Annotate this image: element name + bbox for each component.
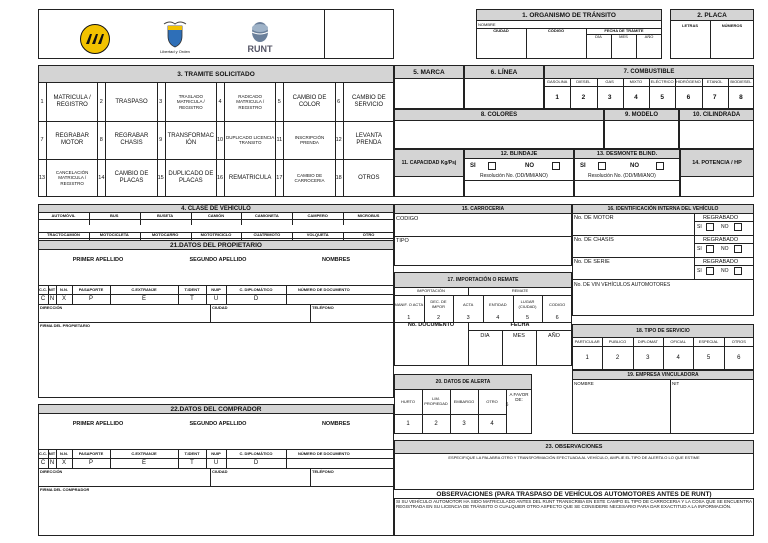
- regrabado-si-checkbox[interactable]: [706, 223, 714, 231]
- placa-letras-label: LETRAS: [682, 22, 698, 28]
- ident-motor-label: No. DE MOTOR: [574, 214, 614, 221]
- observaciones-title: 23. OBSERVACIONES: [394, 440, 754, 454]
- servicio-option-label: DIPLOMAT: [637, 338, 658, 344]
- comprador-ciudad-label: CIUDAD: [212, 468, 228, 474]
- comprador-firma-label: FIRMA DEL COMPRADOR: [40, 486, 90, 492]
- regrabado-no-checkbox[interactable]: [734, 223, 742, 231]
- regrabado-no-checkbox[interactable]: [734, 245, 742, 253]
- divider: [536, 330, 537, 366]
- divider: [97, 83, 98, 121]
- desmonte-no-checkbox[interactable]: [656, 162, 664, 170]
- import-col-num[interactable]: 5: [525, 315, 530, 322]
- comprador-doc-code[interactable]: U: [213, 459, 219, 466]
- tramite-option-label[interactable]: TRASPASO: [115, 98, 148, 105]
- carroceria-tipo-label: TIPO: [396, 238, 409, 244]
- alerta-favor-label: A FAVOR DE:: [509, 391, 529, 402]
- blindaje-no-label: NO: [525, 163, 534, 169]
- observaciones-input[interactable]: [394, 462, 754, 490]
- comprador-doc-code[interactable]: P: [88, 459, 93, 466]
- marca-title: 5. MARCA: [394, 65, 464, 79]
- import-dia: DIA: [480, 332, 490, 339]
- comprador-doc-code[interactable]: D: [253, 459, 259, 466]
- alerta-col-num[interactable]: 4: [490, 420, 494, 427]
- clase-option-label[interactable]: TRACTOCAMIÓN: [47, 232, 80, 237]
- divider: [694, 214, 695, 235]
- colores-title: 8. COLORES: [394, 109, 604, 121]
- clase-option-label[interactable]: CAMIÓN: [207, 213, 225, 218]
- propietario-direccion-label: DIRECCIÓN: [40, 304, 63, 310]
- empresa-nombre-label: NOMBRE: [574, 380, 594, 386]
- divider: [694, 236, 695, 257]
- propietario-doc-code[interactable]: X: [61, 295, 66, 302]
- divider: [310, 304, 311, 322]
- combustible-option-num[interactable]: 3: [607, 93, 612, 101]
- comprador-doc-code[interactable]: N: [49, 459, 55, 466]
- carroceria-codigo-label: CODIGO: [396, 216, 419, 222]
- blindaje-si-label: SI: [470, 163, 476, 169]
- comprador-num-doc: NÚMERO DE DOCUMENTO: [298, 450, 350, 456]
- import-col-num[interactable]: 1: [407, 315, 411, 322]
- propietario-doc-header: T.IDENT: [184, 286, 200, 292]
- linea-title: 6. LÍNEA: [464, 65, 544, 79]
- clase-option-label[interactable]: CAMPERO: [307, 213, 328, 218]
- comprador-doc-header: C.EXTRANJE: [131, 450, 157, 456]
- tramite-num: 13: [38, 159, 47, 197]
- tramite-option-label[interactable]: CAMBIO DE COLOR: [292, 95, 327, 108]
- blindaje-title: 12. BLINDAJE: [464, 149, 574, 159]
- comprador-doc-header: T.IDENT: [184, 450, 200, 456]
- tramite-num: 10: [216, 121, 225, 159]
- propietario-doc-header: C.C.: [39, 286, 47, 292]
- comprador-doc-header: N.N.: [60, 450, 68, 456]
- propietario-doc-code[interactable]: E: [141, 295, 146, 302]
- regrabado-label: REGRABADO: [703, 258, 739, 265]
- divider: [275, 83, 276, 121]
- tramite-num: 15: [157, 159, 166, 197]
- tramite-num: 6: [335, 83, 344, 121]
- identificacion-title: 16. IDENTIFICACIÓN INTERNA DEL VEHÍCULO: [572, 204, 754, 214]
- clase-option-label[interactable]: VOLQUETA: [306, 232, 329, 237]
- divider: [649, 79, 650, 109]
- comprador-doc-header: NIT: [48, 450, 56, 456]
- tramite-num: 14: [97, 159, 106, 197]
- combustible-title: 7. COMBUSTIBLE: [544, 65, 754, 79]
- divider: [542, 295, 543, 322]
- propietario-primer-apellido: PRIMER APELLIDO: [72, 256, 124, 263]
- potencia-title: 14. POTENCIA / HP: [680, 149, 754, 177]
- divider: [38, 458, 394, 459]
- combustible-option-num[interactable]: 7: [712, 93, 717, 101]
- combustible-option-label: BIODIESEL: [730, 79, 752, 85]
- clase-option-label[interactable]: MOTOTRICICLO: [200, 232, 232, 237]
- clase-option-label[interactable]: CAMIONETA: [254, 213, 279, 218]
- comprador-direccion-label: DIRECCIÓN: [40, 468, 63, 474]
- ministry-logo-icon: [80, 24, 110, 54]
- tramite-title: 3. TRAMITE SOLICITADO: [38, 65, 394, 83]
- cilindrada-title: 10. CILINDRADA: [679, 109, 754, 121]
- alerta-col-label: HURTO: [400, 398, 416, 404]
- blindaje-no-checkbox[interactable]: [552, 162, 560, 170]
- propietario-doc-header: N.N.: [60, 286, 68, 292]
- propietario-doc-header: NUIP: [211, 286, 221, 292]
- regrabado-si-checkbox[interactable]: [706, 267, 714, 275]
- propietario-nombres: NOMBRES: [321, 256, 351, 263]
- combustible-option-label: ETANOL: [706, 79, 723, 85]
- divider: [633, 338, 634, 370]
- combustible-option-label: GASOLINA: [546, 79, 568, 85]
- alerta-col-num[interactable]: 1: [406, 420, 410, 427]
- servicio-option-label: OFICIAL: [670, 338, 686, 344]
- propietario-doc-code[interactable]: D: [253, 295, 259, 302]
- propietario-doc-code[interactable]: T: [190, 295, 194, 302]
- divider: [157, 159, 158, 197]
- tramite-num: 5: [275, 83, 284, 121]
- comprador-nombres: NOMBRES: [321, 420, 351, 427]
- divider: [216, 159, 217, 197]
- propietario-doc-header: NIT: [48, 286, 56, 292]
- importacion-title: 17. IMPORTACIÓN O REMATE: [394, 272, 572, 288]
- combustible-option-num[interactable]: 6: [686, 93, 691, 101]
- tramite-num: 1: [38, 83, 47, 121]
- regrabado-no-label: NO: [721, 224, 729, 230]
- desmonte-title: 13. DESMONTE BLIND.: [574, 149, 680, 159]
- divider: [502, 330, 503, 366]
- divider: [597, 79, 598, 109]
- fecha-tramite-label: FECHA DE TRÁMITE: [604, 28, 644, 33]
- divider: [544, 86, 754, 87]
- organismo-nombre-label: NOMBRE: [478, 22, 496, 27]
- tramite-option-label[interactable]: LEVANTA PRENDA: [355, 133, 383, 146]
- clase-option-label[interactable]: AUTOMÓVIL: [51, 213, 76, 218]
- divider: [310, 468, 311, 486]
- comprador-doc-code[interactable]: E: [141, 459, 146, 466]
- regrabado-si-checkbox[interactable]: [706, 245, 714, 253]
- divider: [513, 295, 514, 322]
- tramite-option-label[interactable]: CANCELACIÓN MATRICULA / REGISTRO: [55, 170, 89, 186]
- empresa-nit-label: NIT: [672, 380, 680, 386]
- ident-vin-label: No. DE VIN VEHÍCULOS AUTOMOTORES: [574, 281, 671, 288]
- combustible-option-label: HIDRÓGENO: [676, 79, 701, 85]
- comprador-doc-code[interactable]: T: [190, 459, 194, 466]
- divider: [702, 79, 703, 109]
- divider: [572, 346, 754, 347]
- coat-of-arms-caption: Libertad y Orden: [160, 49, 190, 54]
- combustible-option-num[interactable]: 4: [634, 93, 638, 101]
- combustible-option-num[interactable]: 8: [739, 93, 743, 101]
- comprador-doc-code[interactable]: X: [61, 459, 66, 466]
- divider: [216, 121, 217, 159]
- divider: [468, 330, 572, 331]
- tramite-num: 12: [335, 121, 344, 159]
- divider: [38, 232, 394, 233]
- remate-label: REMATE: [511, 288, 529, 294]
- placa-numeros-label: NÚMEROS: [721, 22, 743, 28]
- runt-logo-icon: [240, 20, 280, 56]
- tramite-num: 16: [216, 159, 225, 197]
- propietario-doc-header: PASAPORTE: [78, 286, 104, 292]
- comprador-primer-apellido: PRIMER APELLIDO: [72, 420, 124, 427]
- servicio-option-num[interactable]: 6: [737, 354, 741, 361]
- divider: [38, 294, 394, 295]
- tramite-num: 17: [275, 159, 284, 197]
- fecha-ano-label: AÑO: [644, 34, 654, 39]
- propietario-doc-code[interactable]: P: [88, 295, 93, 302]
- combustible-option-label: GAS: [605, 79, 614, 85]
- alerta-favor-num[interactable]: 5: [505, 402, 509, 409]
- desmonte-resolucion: Resolución No. (DD/MM/AÑO): [588, 173, 656, 179]
- tramite-option-label[interactable]: CAMBIO DE CARROCERIA: [294, 172, 325, 183]
- servicio-option-label: PUBLICO: [608, 338, 627, 344]
- organismo-ciudad-label: CIUDAD: [493, 28, 509, 33]
- clase-option-label[interactable]: MOTOCICLETA: [99, 232, 129, 237]
- import-col-label: ENTIDAD: [489, 301, 507, 307]
- propietario-segundo-apellido: SEGUNDO APELLIDO: [189, 256, 247, 263]
- divider: [694, 265, 754, 266]
- alerta-col-num[interactable]: 3: [462, 420, 466, 427]
- propietario-firma-label: FIRMA DEL PROPIETARIO: [40, 322, 90, 328]
- comprador-telefono-label: TELÉFONO: [312, 468, 334, 474]
- blindaje-resolucion: Resolución No. (DD/MM/AÑO): [480, 173, 548, 179]
- regrabado-no-checkbox[interactable]: [734, 267, 742, 275]
- alerta-col-label: LIM. PROPIEDAD: [424, 396, 448, 406]
- regrabado-no-label: NO: [721, 268, 729, 274]
- propietario-telefono-label: TELÉFONO: [312, 304, 334, 310]
- traspaso-title: OBSERVACIONES (PARA TRASPASO DE VEHÍCULOS AUTOMOTORES ANTES DE RUNT): [394, 490, 754, 498]
- divider: [157, 83, 158, 121]
- divider: [97, 121, 98, 159]
- propietario-doc-code[interactable]: C: [40, 295, 46, 302]
- tramite-option-label[interactable]: DUPLICADO DE PLACAS: [168, 171, 214, 184]
- import-col-num[interactable]: 2: [436, 315, 441, 322]
- placa-title: 2. PLACA: [670, 9, 754, 21]
- propietario-title: 21.DATOS DEL PROPIETARIO: [38, 240, 394, 250]
- comprador-doc-header: C. DIPLOMÁTICO: [239, 450, 273, 456]
- divider: [97, 159, 98, 197]
- tramite-option-label[interactable]: MATRICULA / REGISTRO: [53, 95, 91, 108]
- divider: [335, 159, 336, 197]
- tramite-num: 11: [275, 121, 284, 159]
- carroceria-title: 15. CARROCERIA: [394, 204, 572, 214]
- blindaje-si-checkbox[interactable]: [488, 162, 496, 170]
- divider: [694, 258, 695, 279]
- divider: [210, 468, 211, 486]
- comprador-segundo-apellido: SEGUNDO APELLIDO: [189, 420, 247, 427]
- servicio-option-label: OTROS: [731, 338, 746, 344]
- clase-option-label[interactable]: CUATRIMOTO: [253, 232, 281, 237]
- import-col-num[interactable]: 3: [466, 315, 470, 322]
- divider: [694, 221, 754, 222]
- divider: [424, 295, 425, 322]
- divider: [570, 79, 571, 109]
- servicio-option-num[interactable]: 5: [706, 354, 711, 361]
- divider: [38, 238, 394, 239]
- tramite-option-label[interactable]: TRASLADO MATRICULA / REGISTRO: [176, 94, 205, 110]
- empresa-title: 19. EMPRESA VINCULADORA: [572, 370, 754, 380]
- import-col-num[interactable]: 6: [555, 315, 559, 322]
- regrabado-no-label: NO: [721, 246, 729, 252]
- servicio-option-num[interactable]: 4: [676, 354, 680, 361]
- regrabado-label: REGRABADO: [703, 214, 739, 221]
- fecha-mes-label: MES: [619, 34, 628, 39]
- divider: [335, 121, 336, 159]
- divider: [675, 79, 676, 109]
- divider: [694, 243, 754, 244]
- import-col-num[interactable]: 4: [496, 315, 500, 322]
- tramite-option-label[interactable]: INSCRIPCIÓN PRENDA: [294, 134, 325, 145]
- runt-logo-text: RUNT: [247, 44, 273, 54]
- divider: [572, 279, 754, 280]
- organismo-title: 1. ORGANISMO DE TRÁNSITO: [476, 9, 662, 21]
- import-mes: MES: [513, 332, 525, 339]
- combustible-option-num[interactable]: 5: [660, 93, 664, 101]
- tramite-option-label[interactable]: CAMBIO DE PLACAS: [114, 171, 149, 184]
- divider: [38, 322, 394, 323]
- divider: [663, 338, 664, 370]
- divider: [38, 219, 394, 220]
- comprador-doc-header: C.C.: [39, 450, 47, 456]
- divider: [602, 338, 603, 370]
- combustible-option-label: DIESEL: [576, 79, 591, 85]
- comprador-title: 22.DATOS DEL COMPRADOR: [38, 404, 394, 414]
- alerta-col-num[interactable]: 2: [434, 420, 438, 427]
- tramite-option-label[interactable]: DUPLICADO LICENCIA TRANSITO: [226, 134, 275, 145]
- desmonte-si-checkbox[interactable]: [598, 162, 606, 170]
- capacidad-title: 11. CAPACIDAD Kg/Psj: [394, 149, 464, 177]
- divider: [483, 295, 484, 322]
- comprador-doc-header: PASAPORTE: [78, 450, 104, 456]
- divider: [724, 338, 725, 370]
- clase-option-label[interactable]: MICROBUS: [357, 213, 380, 218]
- servicio-option-num[interactable]: 2: [615, 354, 620, 361]
- tramite-num: 2: [97, 83, 106, 121]
- tramite-num: 18: [335, 159, 344, 197]
- import-col-label: ACTA: [462, 301, 474, 307]
- import-col-label: MANIF. O ACTA: [394, 301, 424, 307]
- divider: [38, 159, 394, 160]
- servicio-option-num[interactable]: 1: [585, 354, 589, 361]
- divider: [210, 304, 211, 322]
- clase-option-label[interactable]: MOTOCARRO: [151, 232, 179, 237]
- comprador-doc-header: NUIP: [211, 450, 221, 456]
- divider: [693, 338, 694, 370]
- propietario-doc-header: C.EXTRANJE: [131, 286, 157, 292]
- alerta-col-label: EMBARGO: [453, 398, 475, 404]
- propietario-num-doc: NÚMERO DE DOCUMENTO: [298, 286, 350, 292]
- combustible-option-num[interactable]: 1: [555, 93, 559, 101]
- combustible-option-label: MIXTO: [629, 79, 643, 85]
- propietario-name-input[interactable]: [38, 270, 394, 286]
- regrabado-si-label: SI: [697, 246, 702, 252]
- clase-option-label[interactable]: BUSETA: [157, 213, 174, 218]
- clase-title: 4. CLASE DE VEHÍCULO: [38, 204, 394, 213]
- divider: [335, 83, 336, 121]
- tramite-num: 9: [157, 121, 166, 159]
- propietario-doc-header: C. DIPLOMÁTICO: [239, 286, 273, 292]
- traspaso-text: SI SU VEHÍCULO AUTOMOTOR HA SIDO MATRICULADO ANTES DEL RUNT TRANSCRIBA EN ESTE CAMPO EL TIPO DE CARROCERIA Y LA COSA QUE SE ENCUENTRA REGISTRADA EN SU LICENCIA DE TRÁNSITO O CUALQUIER OTRO ASPECTO QUE SE CONSIDERE NECESARIO PARA DAR EXACTITUD A LA INFORMACIÓN.: [396, 499, 752, 510]
- alerta-title: 20. DATOS DE ALERTA: [394, 374, 532, 390]
- fecha-dia-label: DÍA: [595, 34, 602, 39]
- divider: [216, 83, 217, 121]
- divider: [38, 121, 394, 122]
- desmonte-no-label: NO: [630, 163, 639, 169]
- alerta-col-label: OTRO: [486, 398, 498, 404]
- regrabado-si-label: SI: [697, 268, 702, 274]
- clase-option-label[interactable]: BUS: [110, 213, 119, 218]
- divider: [394, 414, 506, 415]
- clase-option-label[interactable]: OTRO: [362, 232, 375, 237]
- combustible-option-label: ELÉCTRICO: [650, 79, 674, 85]
- divider: [453, 295, 454, 322]
- tramite-option-label[interactable]: OTROS: [358, 174, 380, 181]
- servicio-option-label: ESPECIAL: [698, 338, 719, 344]
- divider: [728, 79, 729, 109]
- propietario-doc-code[interactable]: N: [49, 295, 55, 302]
- propietario-doc-code[interactable]: U: [213, 295, 219, 302]
- comprador-doc-code[interactable]: C: [40, 459, 46, 466]
- coat-of-arms-icon: [160, 20, 190, 56]
- desmonte-si-label: SI: [580, 163, 586, 169]
- combustible-option-num[interactable]: 2: [581, 93, 586, 101]
- tramite-option-label[interactable]: REGRABAR CHASIS: [114, 133, 149, 146]
- tramite-num: 7: [38, 121, 47, 159]
- divider: [623, 79, 624, 109]
- divider: [157, 121, 158, 159]
- tramite-num: 8: [97, 121, 106, 159]
- import-fecha: FECHA: [510, 322, 530, 329]
- servicio-title: 18. TIPO DE SERVICIO: [572, 324, 754, 338]
- tramite-option-label[interactable]: RADICADO MATRICULA / REGISTRO: [236, 94, 265, 110]
- tramite-option-label[interactable]: REMATRICULA: [228, 174, 272, 181]
- import-ano: AÑO: [548, 332, 560, 339]
- regrabado-si-label: SI: [697, 224, 702, 230]
- modelo-title: 9. MODELO: [604, 109, 679, 121]
- regrabado-label: REGRABADO: [703, 236, 739, 243]
- divider: [468, 322, 469, 366]
- divider: [275, 121, 276, 159]
- tramite-option-label[interactable]: CAMBIO DE SERVICIO: [351, 95, 386, 108]
- servicio-option-label: PARTICULAR: [574, 338, 600, 344]
- import-col-label: CODIGO: [549, 301, 566, 307]
- import-col-label: DEC. DE IMPOR: [430, 299, 447, 309]
- importacion-label: IMPORTACIÓN: [417, 288, 445, 294]
- divider: [38, 486, 394, 487]
- ident-chasis-label: No. DE CHASIS: [574, 236, 614, 243]
- organismo-codigo-label: CÓDIGO: [547, 28, 565, 33]
- tramite-num: 3: [157, 83, 166, 121]
- divider: [275, 159, 276, 197]
- import-no-documento: No. DOCUMENTO: [407, 322, 455, 329]
- servicio-option-num[interactable]: 3: [646, 354, 650, 361]
- observaciones-note: ESPECIFIQUE LA PALABRA OTRO Y TRANSFORMACIÓN EFECTUADA AL VEHÍCULO, AMPLIE EL TIPO DE ALERTA O LO QUE ESTIME: [448, 454, 700, 460]
- propietario-ciudad-label: CIUDAD: [212, 304, 228, 310]
- ident-serie-label: No. DE SERIE: [574, 258, 610, 265]
- tramite-option-label[interactable]: TRANSFORMAC IÓN: [167, 133, 214, 146]
- import-col-label: LUGAR (CIUDAD): [518, 299, 537, 309]
- tramite-num: 4: [216, 83, 225, 121]
- tramite-option-label[interactable]: REGRABAR MOTOR: [55, 133, 89, 146]
- comprador-name-input[interactable]: [38, 434, 394, 450]
